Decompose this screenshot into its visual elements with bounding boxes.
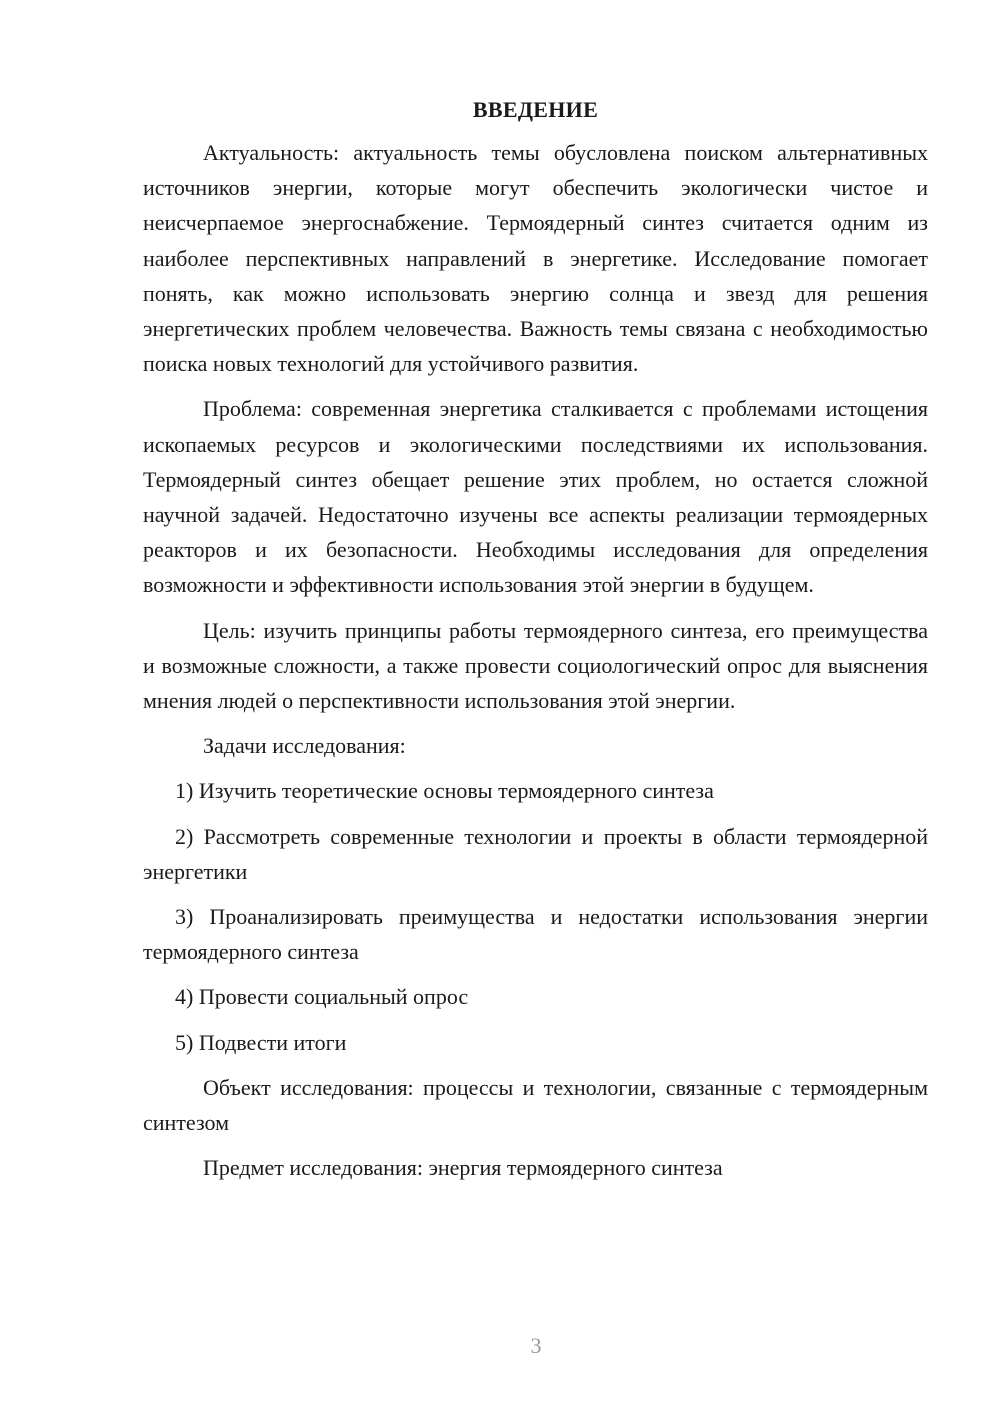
page-title: ВВЕДЕНИЕ — [472, 97, 599, 122]
task-item-5: 5) Подвести итоги — [175, 1029, 347, 1055]
paragraph-object: Объект исследования: процессы и технологии, связанные с термоядерным синтезом — [143, 1074, 928, 1136]
paragraph-problem: Проблема: современная энергетика сталкивается с проблемами истощения ископаемых ресурсов и экологическими последствиями их использования. Термоядерный синтез обещает решение этих проблем, но остается сложной научной задачей. Недостаточно изучены все аспекты реализации термоядерных реакторов и их безопасности. Необходимы исследования для определения возможности и эффективности использования этой энергии в будущем. — [143, 396, 928, 598]
task-item-2: 2) Рассмотреть современные технологии и проекты в области термоядерной энергетики — [143, 823, 928, 884]
paragraph-relevance: Актуальность: актуальность темы обусловлена поиском альтернативных источников энергии, которые могут обеспечить экологически чистое и неисчерпаемое энергоснабжение. Термоядерный синтез считается одним из наиболее перспективных направлений в энергетике. Исследование помогает понять, как можно использовать энергию солнца и звезд для решения энергетических проблем человечества. Важность темы связана с необходимостью поиска новых технологий для устойчивого развития. — [143, 140, 928, 377]
task-item-4: 4) Провести социальный опрос — [175, 984, 469, 1010]
page-number: 3 — [530, 1333, 542, 1358]
page-content — [143, 92, 928, 1195]
paragraph-goal: Цель: изучить принципы работы термоядерного синтеза, его преимущества и возможные сложности, а также провести социологический опрос для выяснения мнения людей о перспективности использования этой энергии. — [143, 617, 928, 714]
paragraph-subject: Предмет исследования: энергия термоядерного синтеза — [203, 1155, 723, 1181]
task-item-3: 3) Проанализировать преимущества и недостатки использования энергии термоядерного синтеза — [143, 904, 928, 965]
task-item-1: 1) Изучить теоретические основы термоядерного синтеза — [175, 778, 714, 804]
tasks-heading: Задачи исследования: — [203, 733, 406, 759]
